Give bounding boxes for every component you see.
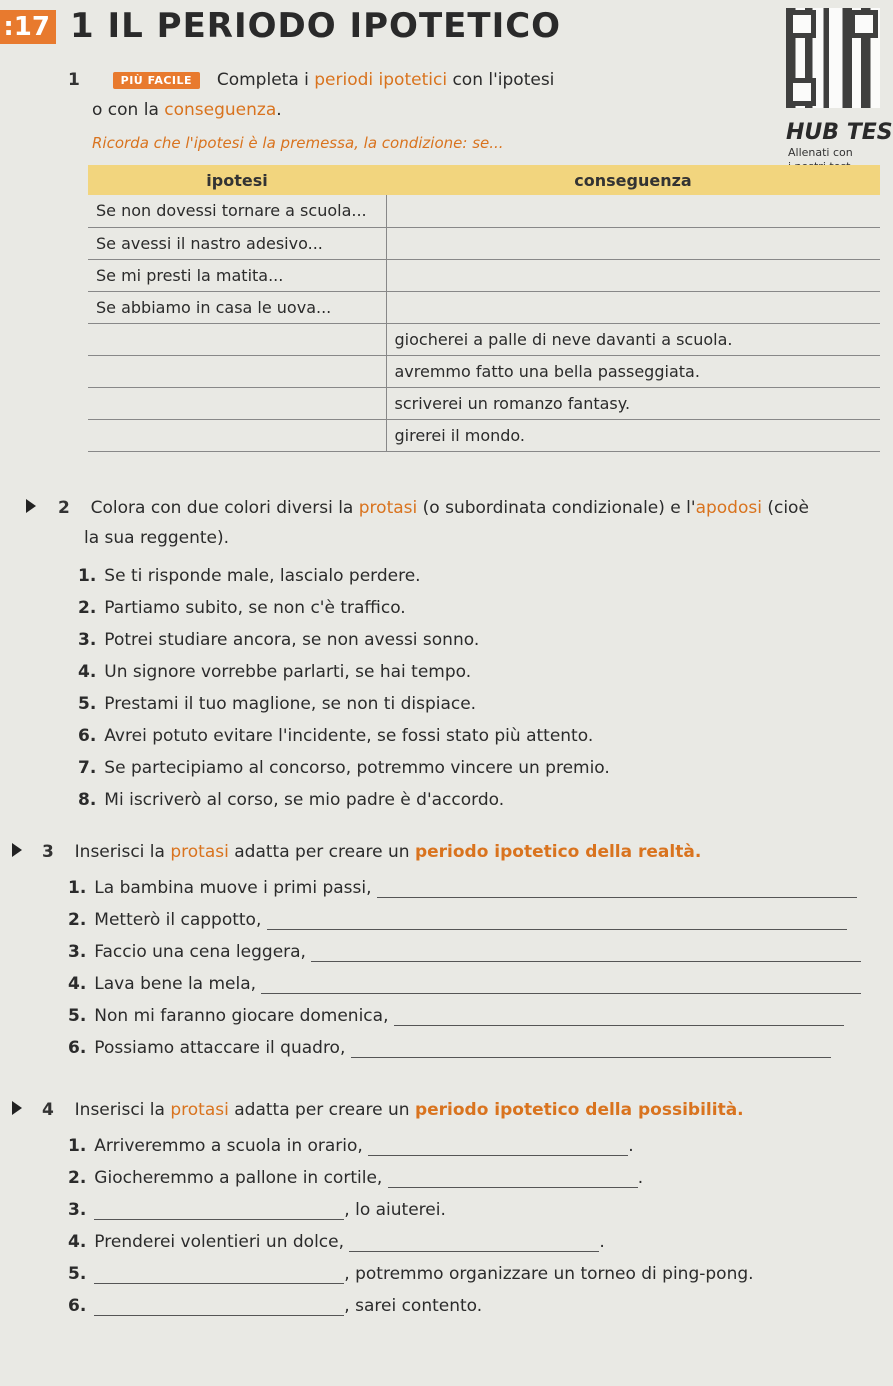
- item-number: 6.: [68, 1038, 87, 1058]
- item-text: Arriveremmo a scuola in orario,: [94, 1136, 363, 1156]
- item-text: Un signore vorrebbe parlarti, se hai tempo.: [104, 662, 472, 682]
- hypothesis-table: [88, 165, 880, 452]
- item-text-after: .: [599, 1232, 605, 1252]
- exercise-number: 3: [42, 842, 54, 862]
- instruction-highlight: conseguenza: [164, 100, 277, 120]
- table-row: [88, 291, 880, 323]
- list-item[interactable]: [78, 566, 610, 598]
- answer-blank[interactable]: [94, 1302, 344, 1316]
- ipotesi-cell[interactable]: [88, 419, 386, 451]
- page-number: :17: [0, 10, 56, 44]
- qr-finder-top-left: [788, 10, 816, 38]
- list-item[interactable]: [78, 726, 610, 758]
- item-text: Metterò il cappotto,: [94, 910, 262, 930]
- item-number: 3.: [68, 942, 87, 962]
- reminder-note: Ricorda che l'ipotesi è la premessa, la condizione: se...: [92, 134, 504, 152]
- item-text: La bambina muove i primi passi,: [94, 878, 372, 898]
- instruction-text: con l'ipotesi: [447, 70, 555, 90]
- item-number: 8.: [78, 790, 97, 810]
- item-text: Se ti risponde male, lascialo perdere.: [104, 566, 421, 586]
- answer-blank[interactable]: [377, 884, 857, 898]
- instruction-highlight: periodo ipotetico della realtà.: [414, 842, 702, 862]
- answer-blank[interactable]: [349, 1238, 599, 1252]
- answer-blank[interactable]: [388, 1174, 638, 1188]
- instruction-highlight: periodi ipotetici: [314, 70, 448, 90]
- instruction-text: Completa i: [216, 70, 315, 90]
- hub-test-title: HUB TES: [786, 120, 893, 145]
- instruction-highlight: apodosi: [695, 498, 762, 518]
- list-item[interactable]: [78, 630, 610, 662]
- instruction-highlight: protasi: [170, 842, 229, 862]
- ipotesi-cell[interactable]: [88, 355, 386, 387]
- item-number: 5.: [68, 1006, 87, 1026]
- list-item[interactable]: [78, 662, 610, 694]
- conseguenza-cell[interactable]: scriverei un romanzo fantasy.: [386, 387, 880, 419]
- item-text-after: .: [628, 1136, 634, 1156]
- exercise-1-instruction-line2: [92, 100, 282, 120]
- instruction-text: Inserisci la: [74, 1100, 171, 1120]
- table-row: [88, 227, 880, 259]
- instruction-highlight: protasi: [358, 498, 418, 518]
- ipotesi-cell[interactable]: Se non dovessi tornare a scuola...: [88, 195, 386, 227]
- ipotesi-cell[interactable]: Se mi presti la matita...: [88, 259, 386, 291]
- exercise-2-instruction-line2: la sua reggente).: [84, 528, 230, 548]
- item-text: Se partecipiamo al concorso, potremmo vincere un premio.: [104, 758, 610, 778]
- qr-finder-top-right: [850, 10, 878, 38]
- qr-finder-bottom-left: [788, 78, 816, 106]
- table-row: [88, 387, 880, 419]
- list-item: [68, 1232, 754, 1264]
- instruction-highlight: periodo ipotetico della possibilità.: [414, 1100, 744, 1120]
- exercise-3-list: [68, 878, 861, 1070]
- instruction-text: Colora con due colori diversi la: [90, 498, 359, 518]
- item-number: 3.: [78, 630, 97, 650]
- item-text: Giocheremmo a pallone in cortile,: [94, 1168, 383, 1188]
- item-number: 2.: [68, 910, 87, 930]
- page-title: 1 IL PERIODO IPOTETICO: [70, 6, 562, 46]
- item-text: Prenderei volentieri un dolce,: [94, 1232, 345, 1252]
- ipotesi-cell[interactable]: Se abbiamo in casa le uova...: [88, 291, 386, 323]
- answer-blank[interactable]: [261, 980, 861, 994]
- item-text-after: , potremmo organizzare un torneo di ping-pong.: [344, 1264, 754, 1284]
- item-text: Faccio una cena leggera,: [94, 942, 306, 962]
- difficulty-badge: PIÙ FACILE: [113, 72, 200, 89]
- conseguenza-cell[interactable]: [386, 291, 880, 323]
- item-number: 1.: [78, 566, 97, 586]
- instruction-text: .: [276, 100, 282, 120]
- instruction-highlight: protasi: [170, 1100, 229, 1120]
- item-text: Lava bene la mela,: [94, 974, 257, 994]
- exercise-arrow-icon: [12, 843, 22, 857]
- list-item: [68, 1136, 754, 1168]
- item-text-after: .: [637, 1168, 644, 1188]
- list-item: [68, 1168, 754, 1200]
- item-text: Avrei potuto evitare l'incidente, se fossi stato più attento.: [104, 726, 594, 746]
- answer-blank[interactable]: [368, 1142, 628, 1156]
- list-item[interactable]: [78, 598, 610, 630]
- table-row: [88, 323, 880, 355]
- instruction-text: o con la: [92, 100, 165, 120]
- conseguenza-cell[interactable]: [386, 195, 880, 227]
- exercise-number: 4: [42, 1100, 54, 1120]
- conseguenza-cell[interactable]: giocherei a palle di neve davanti a scuola.: [386, 323, 880, 355]
- exercise-3-instruction: [42, 842, 701, 862]
- column-header-conseguenza: conseguenza: [386, 165, 880, 195]
- column-header-ipotesi: ipotesi: [88, 165, 386, 195]
- list-item[interactable]: [78, 694, 610, 726]
- instruction-text: adatta per creare un: [228, 842, 415, 862]
- exercise-2-list: [78, 566, 610, 822]
- item-text: Non mi faranno giocare domenica,: [94, 1006, 389, 1026]
- qr-code: [786, 8, 880, 108]
- list-item: [68, 878, 861, 910]
- item-number: 4.: [68, 974, 87, 994]
- item-number: 7.: [78, 758, 97, 778]
- item-number: 2.: [68, 1168, 87, 1188]
- item-text-after: , sarei contento.: [344, 1296, 483, 1316]
- item-number: 3.: [68, 1200, 87, 1220]
- item-text: Prestami il tuo maglione, se non ti dispiace.: [104, 694, 477, 714]
- item-text: Partiamo subito, se non c'è traffico.: [104, 598, 406, 618]
- exercise-arrow-icon: [12, 1101, 22, 1115]
- table-row: [88, 259, 880, 291]
- conseguenza-cell[interactable]: girerei il mondo.: [386, 419, 880, 451]
- list-item: [68, 974, 861, 1006]
- instruction-text: (cioè: [761, 498, 809, 518]
- item-number: 2.: [78, 598, 97, 618]
- item-number: 6.: [68, 1296, 87, 1316]
- exercise-number: 2: [58, 498, 70, 518]
- list-item: [68, 1296, 754, 1328]
- ipotesi-cell[interactable]: [88, 387, 386, 419]
- item-number: 4.: [78, 662, 97, 682]
- ipotesi-cell[interactable]: Se avessi il nastro adesivo...: [88, 227, 386, 259]
- table-row: [88, 419, 880, 451]
- table-row: [88, 195, 880, 227]
- item-text: Potrei studiare ancora, se non avessi sonno.: [104, 630, 480, 650]
- exercise-2-instruction: [58, 498, 809, 518]
- instruction-text: adatta per creare un: [228, 1100, 415, 1120]
- answer-blank[interactable]: [351, 1044, 831, 1058]
- instruction-text: (o subordinata condizionale) e l': [417, 498, 696, 518]
- answer-blank[interactable]: [311, 948, 861, 962]
- table-row: [88, 355, 880, 387]
- list-item: [68, 1200, 754, 1232]
- item-number: 5.: [78, 694, 97, 714]
- hub-caption-line: Allenati con: [788, 146, 853, 159]
- item-text-after: , lo aiuterei.: [344, 1200, 446, 1220]
- item-number: 1.: [68, 878, 87, 898]
- exercise-number: 1: [68, 70, 80, 90]
- item-number: 1.: [68, 1136, 87, 1156]
- answer-blank[interactable]: [94, 1270, 344, 1284]
- answer-blank[interactable]: [94, 1206, 344, 1220]
- list-item[interactable]: [78, 790, 610, 822]
- instruction-text: Inserisci la: [74, 842, 171, 862]
- item-number: 6.: [78, 726, 97, 746]
- list-item: [68, 1264, 754, 1296]
- list-item[interactable]: [78, 758, 610, 790]
- conseguenza-cell[interactable]: [386, 259, 880, 291]
- item-number: 5.: [68, 1264, 87, 1284]
- answer-blank[interactable]: [267, 916, 847, 930]
- exercise-arrow-icon: [26, 499, 36, 513]
- list-item: [68, 942, 861, 974]
- exercise-4-instruction: [42, 1100, 744, 1120]
- item-number: 4.: [68, 1232, 87, 1252]
- conseguenza-cell[interactable]: [386, 227, 880, 259]
- exercise-1-instruction: [68, 70, 554, 90]
- list-item: [68, 1006, 861, 1038]
- conseguenza-cell[interactable]: avremmo fatto una bella passeggiata.: [386, 355, 880, 387]
- exercise-4-list: [68, 1136, 754, 1328]
- ipotesi-cell[interactable]: [88, 323, 386, 355]
- answer-blank[interactable]: [394, 1012, 844, 1026]
- list-item: [68, 910, 861, 942]
- list-item: [68, 1038, 861, 1070]
- item-text: Mi iscriverò al corso, se mio padre è d'accordo.: [104, 790, 505, 810]
- item-text: Possiamo attaccare il quadro,: [94, 1038, 346, 1058]
